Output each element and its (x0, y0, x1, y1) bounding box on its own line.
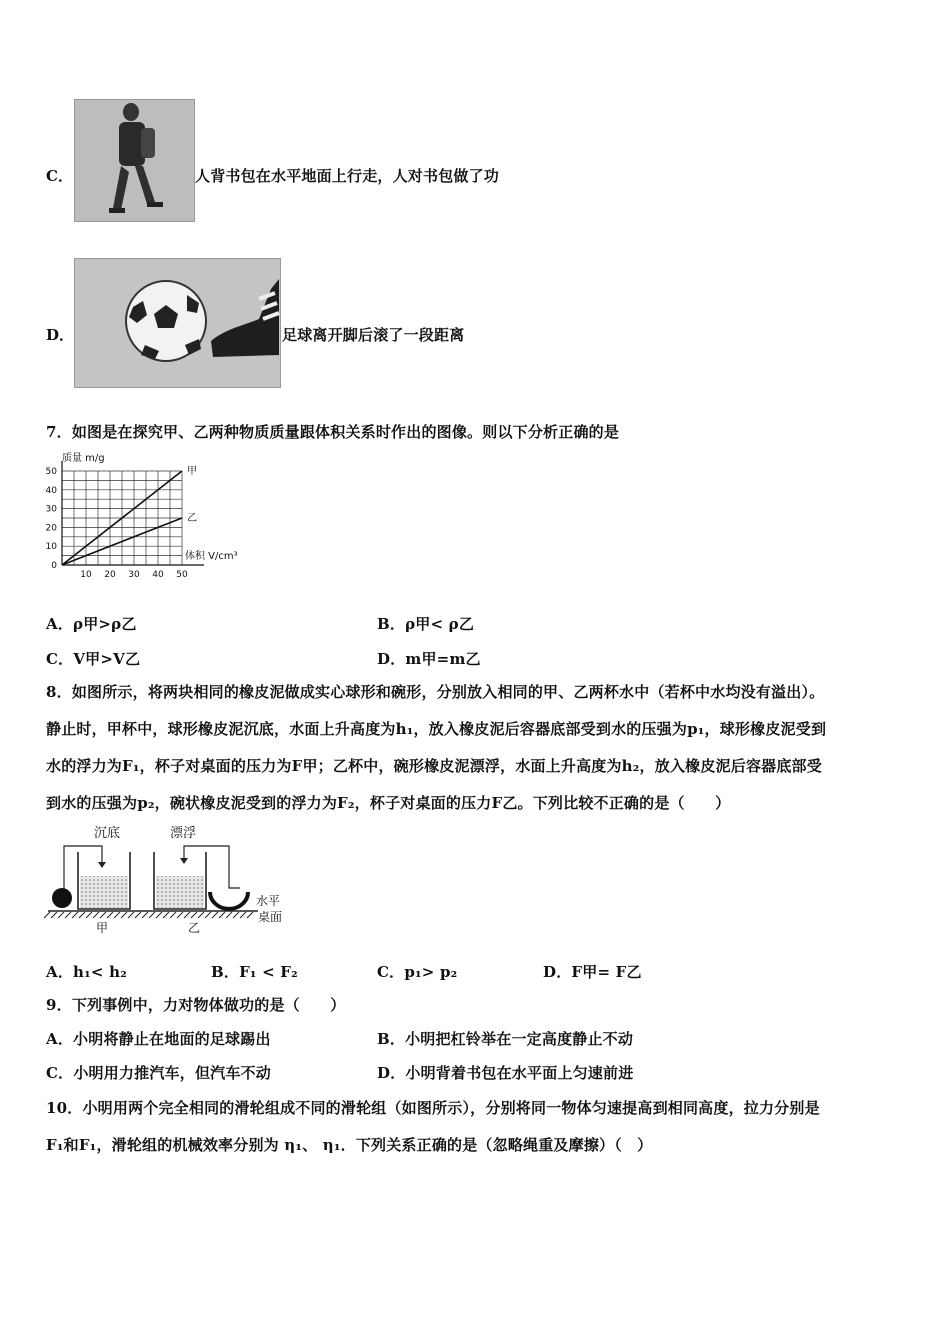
x-tick-label: 20 (104, 570, 116, 580)
float-arrow (204, 846, 240, 888)
hatch-line (240, 912, 246, 918)
cup-a-water (80, 876, 128, 908)
person-backpack-photo (74, 99, 195, 222)
q7-option-c: C．V甲>V乙 (46, 650, 141, 668)
label-sink: 沉底 (94, 826, 121, 841)
hatch-line (65, 912, 71, 918)
q7-option-b: B．ρ甲< ρ乙 (377, 615, 475, 633)
label-float: 漂浮 (170, 826, 197, 841)
label-surface-1: 水平 (256, 894, 281, 908)
x-tick-label: 40 (152, 570, 164, 580)
hatch-line (205, 912, 211, 918)
hatch-line (149, 912, 155, 918)
x-tick-label: 30 (128, 570, 140, 580)
y-tick-label: 30 (45, 504, 57, 515)
clay-bowl (210, 892, 248, 909)
hatch-line (156, 912, 162, 918)
hatch-line (219, 912, 225, 918)
cup-a-label: 甲 (96, 921, 109, 935)
series-label: 甲 (187, 466, 197, 477)
hatch-line (142, 912, 148, 918)
hatch-line (128, 912, 134, 918)
label-surface-2: 桌面 (258, 910, 283, 924)
hatch-line (93, 912, 99, 918)
hatch-line (163, 912, 169, 918)
q8-option-b: B．F₁ < F₂ (211, 963, 298, 981)
q9-option-d: D．小明背着书包在水平面上匀速前进 (377, 1064, 634, 1082)
soccer-ball-photo (74, 258, 281, 388)
q8-option-a: A．h₁< h₂ (46, 963, 127, 981)
y-tick-label: 0 (51, 561, 57, 571)
hatch-line (51, 912, 57, 918)
series-label: 乙 (187, 513, 197, 524)
hatch-line (233, 912, 239, 918)
x-tick-label: 10 (80, 570, 92, 580)
option-c-text: 人背书包在水平地面上行走，人对书包做了功 (195, 167, 500, 185)
cup-b-label: 乙 (188, 921, 201, 935)
q8-stem-line-4: 到水的压强为p₂，碗状橡皮泥受到的浮力为F₂，杯子对桌面的压力F乙。下列比较不正确的是（ ） (46, 794, 731, 812)
chart-axes (62, 461, 204, 565)
q10-stem-line-2: F₁和F₁，滑轮组的机械效率分别为 η₁、 η₁．下列关系正确的是（忽略绳重及摩擦）（ ） (46, 1136, 653, 1154)
option-c-letter: C． (46, 167, 73, 185)
hatch-line (177, 912, 183, 918)
y-tick-label: 50 (45, 467, 57, 477)
hatch-line (191, 912, 197, 918)
table-hatch (44, 912, 253, 918)
cups-diagram (44, 818, 294, 936)
hatch-line (170, 912, 176, 918)
y-tick-label: 10 (45, 542, 57, 553)
option-d-text: 足球离开脚后滚了一段距离 (282, 326, 465, 344)
option-d-letter: D． (46, 326, 75, 344)
q10-stem-line-1: 10．小明用两个完全相同的滑轮组成不同的滑轮组（如图所示），分别将同一物体匀速提高到相同高度，拉力分别是 (46, 1099, 820, 1117)
q9-option-c: C．小明用力推汽车，但汽车不动 (46, 1064, 271, 1082)
chart-xlabel: 体积 V/cm³ (185, 551, 238, 562)
q8-stem-line-3: 水的浮力为F₁，杯子对桌面的压力为F甲；乙杯中，碗形橡皮泥漂浮，水面上升高度为h₂，放入橡皮泥后容器底部受 (46, 757, 822, 775)
hatch-line (72, 912, 78, 918)
hatch-line (184, 912, 190, 918)
mass-volume-chart (40, 448, 255, 583)
q7-stem: 7．如图是在探究甲、乙两种物质质量跟体积关系时作出的图像。则以下分析正确的是 (46, 423, 620, 441)
hatch-line (107, 912, 113, 918)
q9-stem: 9．下列事例中，力对物体做功的是（ ） (46, 996, 346, 1014)
hatch-line (247, 912, 253, 918)
hatch-line (135, 912, 141, 918)
q8-stem-line-2: 静止时，甲杯中，球形橡皮泥沉底，水面上升高度为h₁，放入橡皮泥后容器底部受到水的压强为p₁，球形橡皮泥受到 (46, 720, 827, 738)
q9-option-a: A．小明将静止在地面的足球踢出 (46, 1030, 271, 1048)
hatch-line (44, 912, 50, 918)
hatch-line (198, 912, 204, 918)
q7-option-a: A．ρ甲>ρ乙 (46, 615, 137, 633)
clay-ball (52, 888, 72, 908)
y-tick-label: 40 (45, 485, 57, 496)
q8-option-c: C．p₁> p₂ (377, 963, 458, 981)
hatch-line (86, 912, 92, 918)
chart-ylabel: 质量 m/g (62, 453, 105, 464)
hatch-line (226, 912, 232, 918)
hatch-line (121, 912, 127, 918)
q8-stem-line-1: 8．如图所示，将两块相同的橡皮泥做成实心球形和碗形，分别放入相同的甲、乙两杯水中（若杯中水均没有溢出）。 (46, 683, 825, 701)
cup-b-water (156, 876, 204, 908)
q9-option-b: B．小明把杠铃举在一定高度静止不动 (377, 1030, 634, 1048)
hatch-line (100, 912, 106, 918)
chart-lines (62, 465, 197, 565)
hatch-line (114, 912, 120, 918)
y-tick-label: 20 (45, 523, 57, 534)
hatch-line (58, 912, 64, 918)
hatch-line (212, 912, 218, 918)
hatch-line (79, 912, 85, 918)
q7-option-d: D．m甲=m乙 (377, 650, 481, 668)
x-tick-label: 50 (176, 570, 188, 580)
q8-option-d: D．F甲= F乙 (543, 963, 642, 981)
